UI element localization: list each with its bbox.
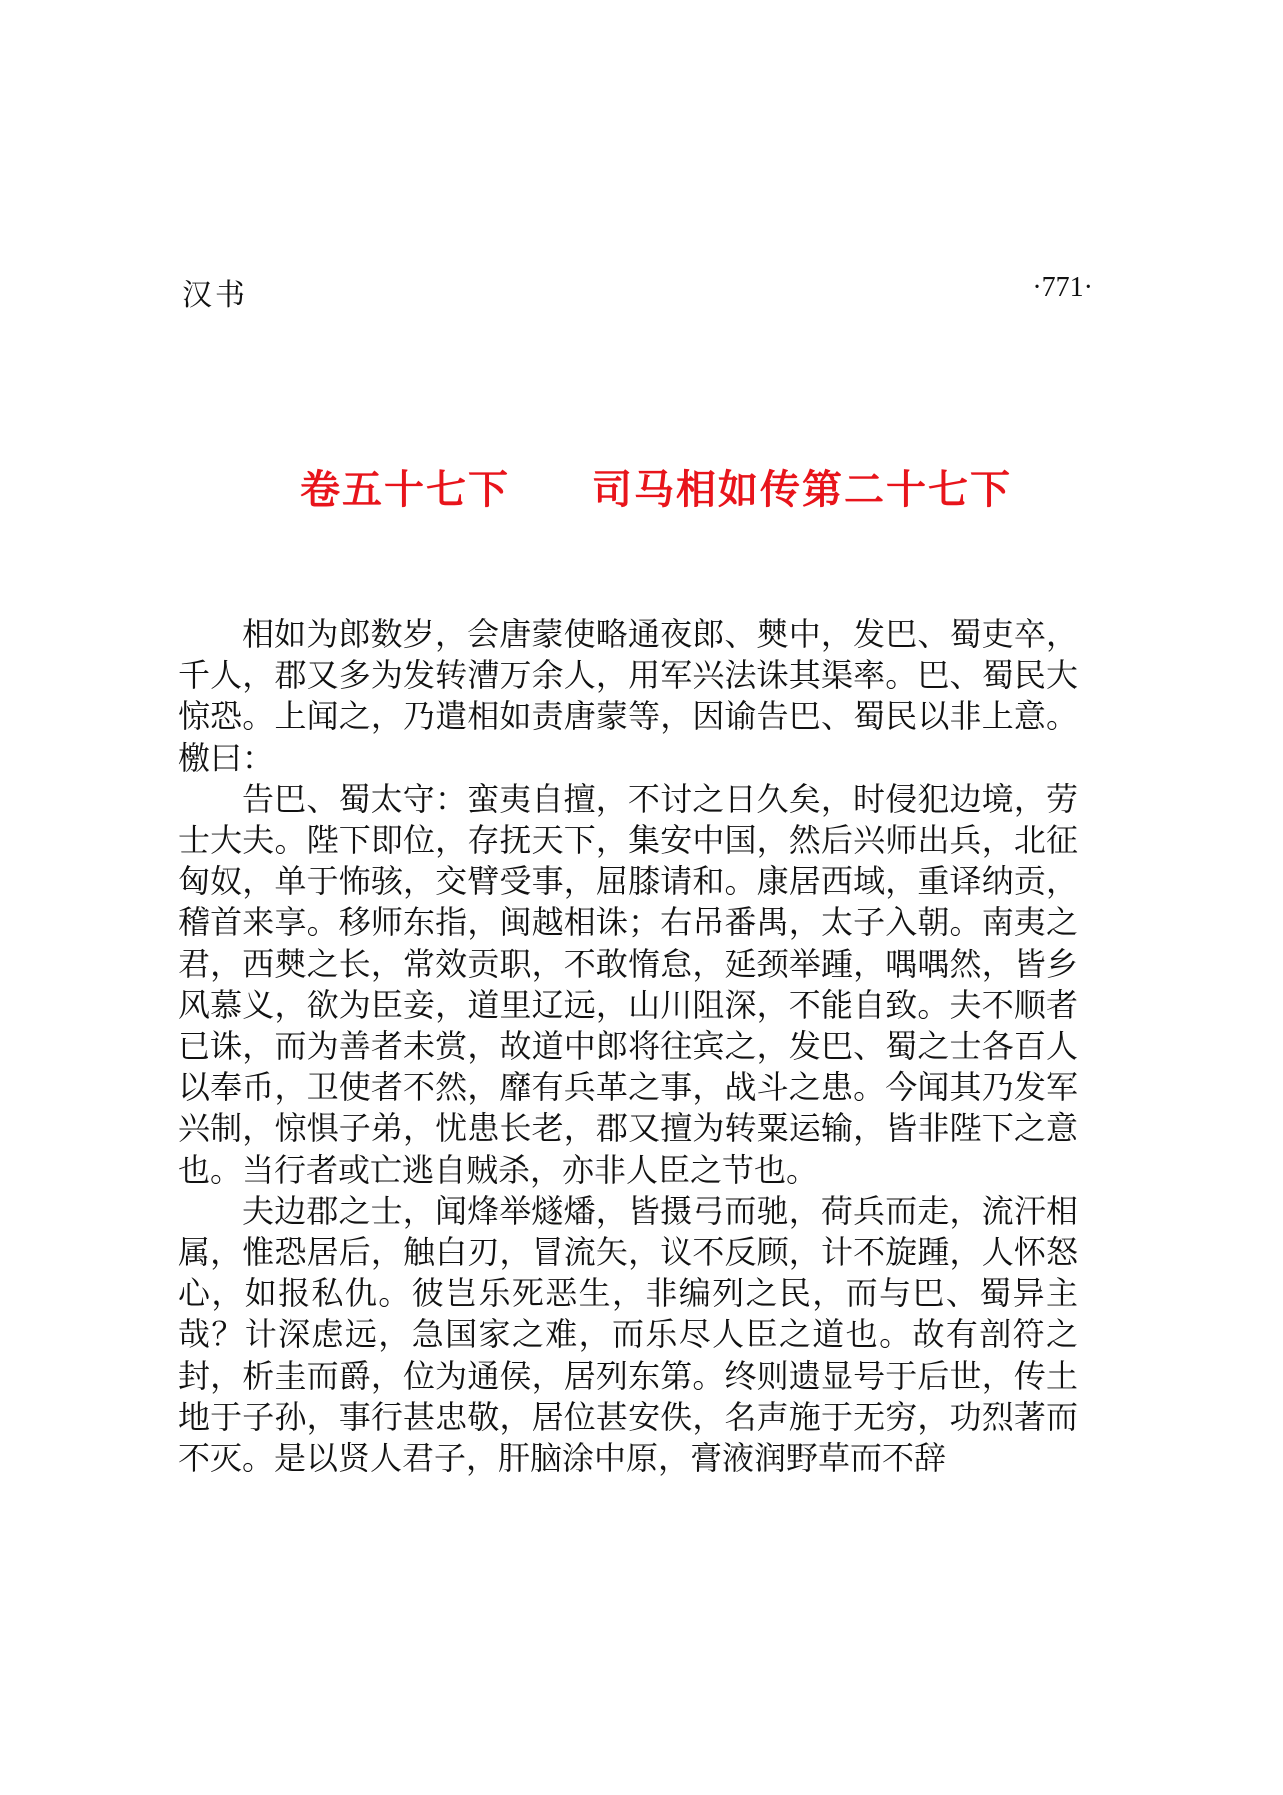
page-number: ·771· — [1032, 272, 1093, 303]
body-text — [178, 614, 1078, 1479]
chapter-heading — [300, 458, 1012, 515]
chapter-title: 司马相如传第二十七下 — [592, 467, 1012, 513]
paragraph: 夫边郡之士，闻烽举燧燔，皆摄弓而驰，荷兵而走，流汗相属，惟恐居后，触白刃，冒流矢，议不反顾，计不旋踵，人怀怒心，如报私仇。彼岂乐死恶生，非编列之民，而与巴、蜀异主哉？计深虑远，急国家之难，而乐尽人臣之道也。故有剖符之封，析圭而爵，位为通侯，居列东第。终则遗显号于后世，传土地于子孙，事行甚忠敬，居位甚安佚，名声施于无穷，功烈著而不灭。是以贤人君子，肝脑涂中原，膏液润野草而不辞 — [178, 1191, 1078, 1478]
running-head-book-title: 汉书 — [182, 278, 248, 313]
paragraph: 告巴、蜀太守：蛮夷自擅，不讨之日久矣，时侵犯边境，劳士大夫。陛下即位，存抚天下，集安中国，然后兴师出兵，北征匈奴，单于怖骇，交臂受事，屈膝请和。康居西域，重译纳贡，稽首来享。移师东指，闽越相诛；右吊番禺，太子入朝。南夷之君，西僰之长，常效贡职，不敢惰怠，延颈举踵，喁喁然，皆乡风慕义，欲为臣妾，道里辽远，山川阻深，不能自致。夫不顺者已诛，而为善者未赏，故道中郎将往宾之，发巴、蜀之士各百人以奉币，卫使者不然，靡有兵革之事，战斗之患。今闻其乃发军兴制，惊惧子弟，忧患长老，郡又擅为转粟运输，皆非陛下之意也。当行者或亡逃自贼杀，亦非人臣之节也。 — [178, 779, 1078, 1189]
paragraph: 相如为郎数岁，会唐蒙使略通夜郎、僰中，发巴、蜀吏卒，千人，郡又多为发转漕万余人，用军兴法诛其渠率。巴、蜀民大惊恐。上闻之，乃遣相如责唐蒙等，因谕告巴、蜀民以非上意。檄曰： — [178, 615, 1078, 777]
chapter-volume: 卷五十七下 — [300, 467, 510, 513]
